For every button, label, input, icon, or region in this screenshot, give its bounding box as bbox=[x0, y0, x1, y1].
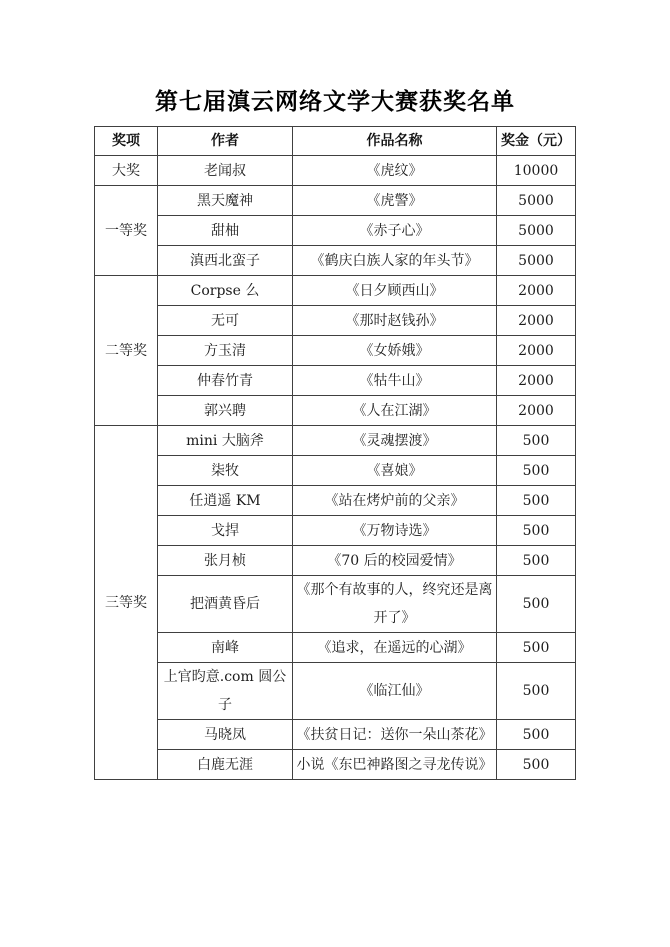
table-row bbox=[95, 546, 576, 576]
work-cell: 《赤子心》 bbox=[293, 216, 497, 246]
work-cell: 《那时赵钱孙》 bbox=[293, 306, 497, 336]
award-category-cell: 一等奖 bbox=[95, 186, 158, 276]
author-cell: 戈捍 bbox=[158, 516, 293, 546]
work-cell: 《虎纹》 bbox=[293, 156, 497, 186]
awards-table bbox=[94, 126, 576, 780]
author-cell: 老闻叔 bbox=[158, 156, 293, 186]
author-cell: 南峰 bbox=[158, 633, 293, 663]
work-cell: 《扶贫日记：送你一朵山茶花》 bbox=[293, 720, 497, 750]
table-row bbox=[95, 156, 576, 186]
author-cell: 无可 bbox=[158, 306, 293, 336]
award-category-cell: 二等奖 bbox=[95, 276, 158, 426]
work-cell: 《那个有故事的人，终究还是离开了》 bbox=[293, 576, 497, 633]
prize-cell: 500 bbox=[497, 663, 576, 720]
table-row bbox=[95, 336, 576, 366]
prize-cell: 2000 bbox=[497, 306, 576, 336]
prize-cell: 5000 bbox=[497, 246, 576, 276]
table-row bbox=[95, 306, 576, 336]
author-cell: 滇西北蛮子 bbox=[158, 246, 293, 276]
table-row bbox=[95, 750, 576, 780]
table-row bbox=[95, 720, 576, 750]
author-cell: 张月桢 bbox=[158, 546, 293, 576]
work-cell: 《万物诗选》 bbox=[293, 516, 497, 546]
work-cell: 《站在烤炉前的父亲》 bbox=[293, 486, 497, 516]
page-title: 第七届滇云网络文学大赛获奖名单 bbox=[155, 88, 515, 115]
prize-cell: 2000 bbox=[497, 276, 576, 306]
prize-cell: 500 bbox=[497, 633, 576, 663]
prize-cell: 2000 bbox=[497, 336, 576, 366]
table-row bbox=[95, 516, 576, 546]
work-cell: 小说《东巴神路图之寻龙传说》 bbox=[293, 750, 497, 780]
author-cell: 黑天魔神 bbox=[158, 186, 293, 216]
author-cell: 白鹿无涯 bbox=[158, 750, 293, 780]
prize-cell: 500 bbox=[497, 576, 576, 633]
prize-cell: 500 bbox=[497, 486, 576, 516]
prize-cell: 500 bbox=[497, 750, 576, 780]
table-row bbox=[95, 186, 576, 216]
work-cell: 《牯牛山》 bbox=[293, 366, 497, 396]
prize-cell: 5000 bbox=[497, 216, 576, 246]
work-cell: 《人在江湖》 bbox=[293, 396, 497, 426]
table-row bbox=[95, 216, 576, 246]
prize-cell: 2000 bbox=[497, 396, 576, 426]
author-cell: 方玉清 bbox=[158, 336, 293, 366]
column-header: 作品名称 bbox=[293, 127, 497, 156]
work-cell: 《虎警》 bbox=[293, 186, 497, 216]
table-header-row bbox=[95, 127, 576, 156]
prize-cell: 500 bbox=[497, 456, 576, 486]
author-cell: 柒牧 bbox=[158, 456, 293, 486]
author-cell: 仲春竹青 bbox=[158, 366, 293, 396]
work-cell: 《灵魂摆渡》 bbox=[293, 426, 497, 456]
work-cell: 《喜娘》 bbox=[293, 456, 497, 486]
work-cell: 《临江仙》 bbox=[293, 663, 497, 720]
author-cell: mini 大脑斧 bbox=[158, 426, 293, 456]
table-row bbox=[95, 663, 576, 720]
table-row bbox=[95, 426, 576, 456]
work-cell: 《70 后的校园爱情》 bbox=[293, 546, 497, 576]
work-cell: 《追求，在遥远的心湖》 bbox=[293, 633, 497, 663]
author-cell: Corpse 么 bbox=[158, 276, 293, 306]
prize-cell: 500 bbox=[497, 426, 576, 456]
table-row bbox=[95, 576, 576, 633]
author-cell: 郭兴聘 bbox=[158, 396, 293, 426]
author-cell: 甜柚 bbox=[158, 216, 293, 246]
author-cell: 马晓凤 bbox=[158, 720, 293, 750]
author-cell: 任逍遥 KM bbox=[158, 486, 293, 516]
prize-cell: 5000 bbox=[497, 186, 576, 216]
work-cell: 《鹤庆白族人家的年头节》 bbox=[293, 246, 497, 276]
author-cell: 上官昀意.com 圆公子 bbox=[158, 663, 293, 720]
work-cell: 《日夕顾西山》 bbox=[293, 276, 497, 306]
table-row bbox=[95, 486, 576, 516]
column-header: 奖项 bbox=[95, 127, 158, 156]
award-category-cell: 大奖 bbox=[95, 156, 158, 186]
table-row bbox=[95, 396, 576, 426]
column-header: 作者 bbox=[158, 127, 293, 156]
table-row bbox=[95, 276, 576, 306]
award-category-cell: 三等奖 bbox=[95, 426, 158, 780]
work-cell: 《女娇娥》 bbox=[293, 336, 497, 366]
table-row bbox=[95, 633, 576, 663]
prize-cell: 500 bbox=[497, 546, 576, 576]
table-row bbox=[95, 246, 576, 276]
prize-cell: 2000 bbox=[497, 366, 576, 396]
table-row bbox=[95, 456, 576, 486]
author-cell: 把酒黄昏后 bbox=[158, 576, 293, 633]
column-header: 奖金（元） bbox=[497, 127, 576, 156]
prize-cell: 500 bbox=[497, 516, 576, 546]
prize-cell: 10000 bbox=[497, 156, 576, 186]
prize-cell: 500 bbox=[497, 720, 576, 750]
table-row bbox=[95, 366, 576, 396]
